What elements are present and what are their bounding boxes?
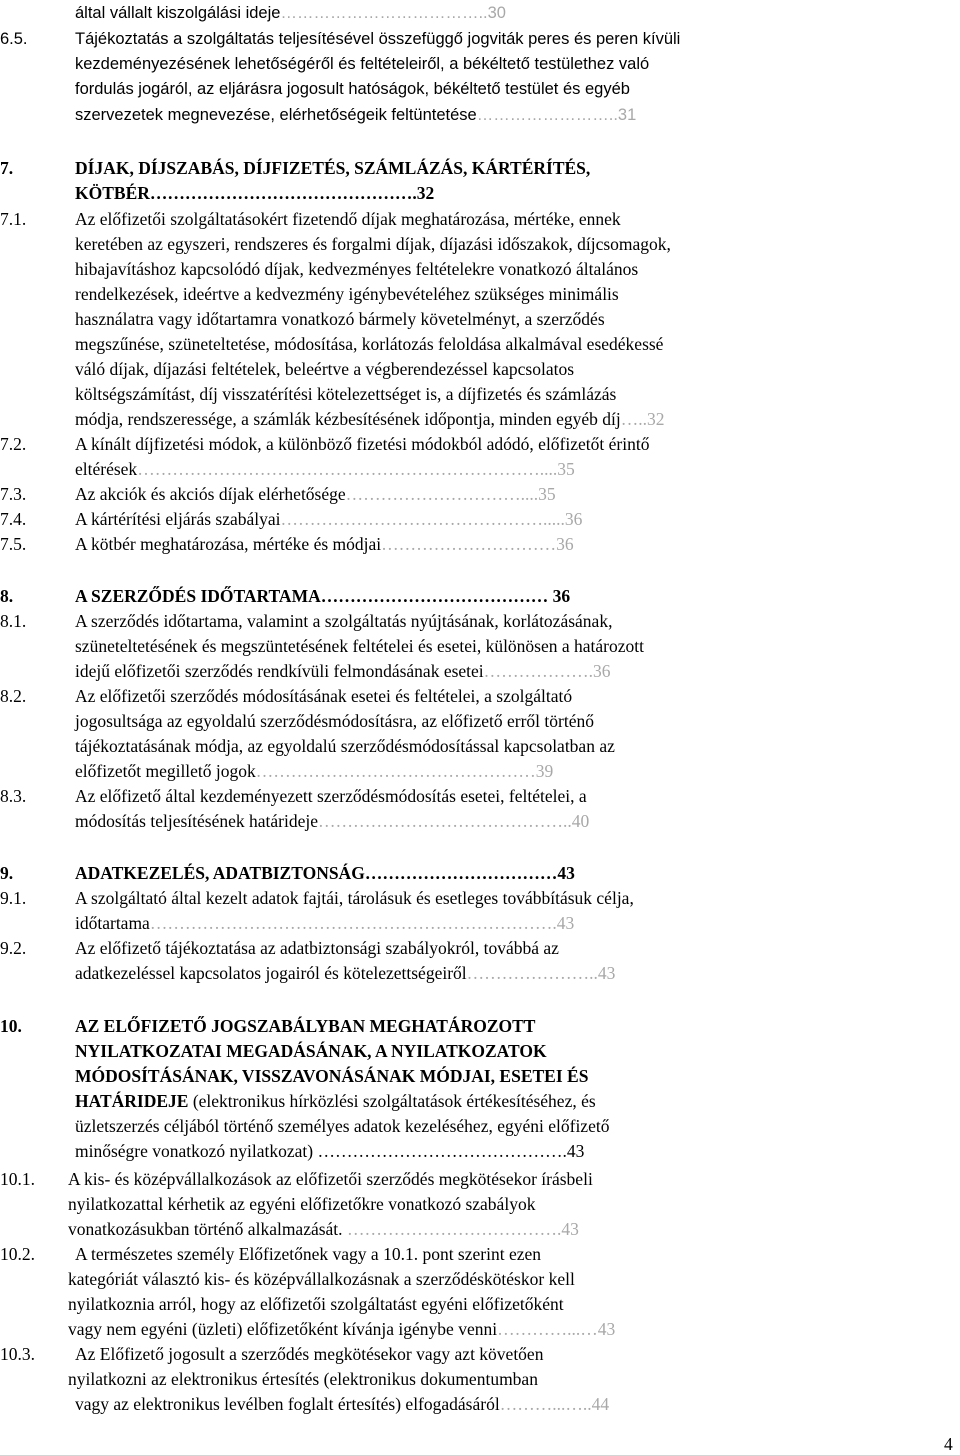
entry-title: vagy az elektronikus levélben foglalt értesítés) elfogadásáról xyxy=(75,1394,500,1414)
page-number: 4 xyxy=(944,1434,953,1454)
toc-entry-text xyxy=(75,1393,609,1415)
entry-title: AZ ELŐFIZETŐ JOGSZABÁLYBAN MEGHATÁROZOTT xyxy=(75,1016,536,1036)
entry-title: adatkezeléssel kapcsolatos jogairól és kötelezettségeiről xyxy=(75,963,467,983)
section-number: 6.5. xyxy=(0,30,28,48)
entry-title: A kínált díjfizetési módok, a különböző fizetési módokból adódó, előfizetőt érintő xyxy=(75,434,650,454)
toc-page-number: 36 xyxy=(564,509,583,529)
section-number: 7.1. xyxy=(0,209,27,229)
toc-entry-text xyxy=(75,333,663,355)
toc-page-number: 43 xyxy=(561,1219,579,1239)
leader-dots: …………………………………………………………….... xyxy=(137,459,558,479)
leader-dots: ………………………….... xyxy=(345,484,539,504)
entry-title: rendelkezések, ideértve a kedvezmény igénybevételéhez szükséges minimális xyxy=(75,284,619,304)
entry-title: NYILATKOZATAI MEGADÁSÁNAK, A NYILATKOZATOK xyxy=(75,1041,547,1061)
leader-dots: ………………………………. xyxy=(342,1219,562,1239)
toc-page-number: 44 xyxy=(591,1394,610,1414)
section-number: 8. xyxy=(0,586,14,606)
entry-title: A SZERZŐDÉS IDŐTARTAMA xyxy=(75,586,321,606)
entry-title: Az előfizetői szolgáltatásokért fizetendő díjak meghatározása, mértéke, ennek xyxy=(75,209,621,229)
leader-dots: ………………………………………..... xyxy=(280,509,565,529)
section-number: 10.2. xyxy=(0,1244,35,1264)
entry-title: vonatkozásukban történő alkalmazását. xyxy=(68,1219,343,1239)
entry-title: váló díjak, díjazási feltételek, beleértve a végberendezéssel kapcsolatos xyxy=(75,359,575,379)
entry-title: KÖTBÉR xyxy=(75,183,150,203)
toc-entry-text xyxy=(75,233,671,255)
toc-entry-text xyxy=(75,258,638,280)
toc-entry-text xyxy=(75,1015,535,1037)
entry-title: minőségre vonatkozó nyilatkozat) xyxy=(75,1141,314,1161)
entry-title: szervezetek megnevezése, elérhetőségeik feltüntetése xyxy=(75,106,477,124)
entry-title: Az előfizetői szerződés módosításának esetei és feltételei, a szolgáltató xyxy=(75,686,573,706)
entry-title: HATÁRIDEJE xyxy=(75,1091,189,1111)
toc-entry-text xyxy=(68,1218,579,1240)
entry-title: költségszámítást, díj visszatérítési kötelezettséget is, a díjfizetés és számlázás xyxy=(75,384,617,404)
toc-page-number: 36 xyxy=(556,534,574,554)
toc-entry-text xyxy=(68,1293,564,1315)
toc-entry-text xyxy=(75,208,621,230)
toc-entry-text xyxy=(75,104,636,126)
leader-dots: …………...… xyxy=(497,1319,598,1339)
entry-title: nyilatkoznia arról, hogy az előfizetői szolgáltatást egyéni előfizetőként xyxy=(68,1294,564,1314)
entry-title: tájékoztatásának módja, az egyoldalú szerződésmódosítással kapcsolatban az xyxy=(75,736,615,756)
toc-entry-text xyxy=(75,2,506,24)
section-number: 8.2. xyxy=(0,686,27,706)
toc-entry-text xyxy=(75,53,649,75)
toc-entry-text xyxy=(75,358,574,380)
toc-page-number: 35 xyxy=(538,484,556,504)
toc-entry-text xyxy=(75,1040,547,1062)
toc-page-number: 43 xyxy=(597,963,616,983)
toc-entry-text xyxy=(75,912,574,934)
entry-title: hibajavításhoz kapcsolódó díjak, kedvezményes feltételekre vonatkozó általános xyxy=(75,259,639,279)
section-number: 7.2. xyxy=(0,434,27,454)
toc-page-number: 30 xyxy=(487,4,506,22)
toc-entry-text xyxy=(75,660,611,682)
entry-title: ADATKEZELÉS, ADATBIZTONSÁG xyxy=(75,863,365,883)
entry-title: módosítás teljesítésének határideje xyxy=(75,811,318,831)
entry-title: DÍJAK, DÍJSZABÁS, DÍJFIZETÉS, SZÁMLÁZÁS, KÁRTÉRÍTÉS, xyxy=(75,158,591,178)
toc-entry-text xyxy=(75,937,559,959)
section-number: 10. xyxy=(0,1016,22,1036)
toc-entry-text xyxy=(75,1243,541,1265)
toc-entry-text xyxy=(75,710,594,732)
toc-entry-text xyxy=(75,760,553,782)
toc-entry-text xyxy=(75,1090,596,1112)
section-number: 8.1. xyxy=(0,611,27,631)
toc-entry-text xyxy=(75,308,605,330)
toc-entry-text xyxy=(75,887,634,909)
toc-entry-text xyxy=(68,1168,593,1190)
entry-title: vagy nem egyéni (üzleti) előfizetőként kívánja igénybe venni xyxy=(68,1319,498,1339)
section-number: 7. xyxy=(0,158,14,178)
leader-dots: ………………………… xyxy=(381,534,557,554)
toc-entry-text xyxy=(75,1343,543,1365)
toc-entry-text xyxy=(68,1193,535,1215)
toc-entry-text xyxy=(75,533,574,555)
section-number: 7.4. xyxy=(0,509,27,529)
toc-page-number: 35 xyxy=(557,459,575,479)
entry-title: A természetes személy Előfizetőnek vagy a 10.1. pont szerint ezen xyxy=(75,1244,542,1264)
entry-title: nyilatkozni az elektronikus értesítés (elektronikus dokumentumban xyxy=(68,1369,538,1389)
toc-entry-text xyxy=(75,785,587,807)
entry-title: használatra vagy időtartamra vonatkozó bármely követelményt, a szerződés xyxy=(75,309,605,329)
leader-dots: ………………….. xyxy=(466,963,598,983)
toc-page-number: 31 xyxy=(617,106,637,124)
toc-entry-text xyxy=(75,610,612,632)
leader-dots: …………………….. xyxy=(476,106,618,124)
entry-title: Az előfizető által kezdeményezett szerződésmódosítás esetei, feltételei, a xyxy=(75,786,587,806)
toc-entry-text xyxy=(75,283,619,305)
toc-page-number: 43 xyxy=(556,913,575,933)
toc-entry-text xyxy=(75,28,680,50)
toc-entry-text xyxy=(75,157,590,179)
entry-title: Az Előfizető jogosult a szerződés megkötésekor vagy azt követően xyxy=(75,1344,544,1364)
leader-dots: ………...….. xyxy=(499,1394,592,1414)
entry-title: A szolgáltató által kezelt adatok fajtái, tárolásuk és esetleges továbbításuk célja, xyxy=(75,888,634,908)
entry-title: üzletszerzés céljából történő személyes adatok kezeléséhez, egyéni előfizető xyxy=(75,1116,610,1136)
section-number: 10.3. xyxy=(0,1344,35,1364)
leader-dots: …………………………… xyxy=(364,863,558,883)
toc-page-number: 36 xyxy=(548,586,571,606)
toc-page-number: 40 xyxy=(571,811,590,831)
toc-entry-text xyxy=(75,810,589,832)
toc-entry-text xyxy=(75,862,575,884)
toc-entry-text xyxy=(68,1268,575,1290)
leader-dots: ……………………………………………………………. xyxy=(149,913,557,933)
toc-entry-text xyxy=(75,735,615,757)
toc-entry-text xyxy=(75,182,434,204)
section-number: 8.3. xyxy=(0,786,27,806)
leader-dots: ………………………………………. xyxy=(149,183,417,203)
entry-title: Az előfizető tájékoztatása az adatbiztonsági szabályokról, továbbá az xyxy=(75,938,559,958)
section-number: 9. xyxy=(0,863,14,883)
toc-entry-text xyxy=(75,508,582,530)
toc-entry-text xyxy=(75,458,575,480)
entry-title: jogosultsága az egyoldalú szerződésmódosításra, az előfizető erről történő xyxy=(75,711,594,731)
entry-title: által vállalt kiszolgálási ideje xyxy=(75,4,281,22)
leader-dots: ………………………………… xyxy=(320,586,549,606)
leader-dots: ……………………………………. xyxy=(313,1141,567,1161)
entry-title: kategóriát választó kis- és középvállalkozásnak a szerződéskötéskor kell xyxy=(68,1269,575,1289)
toc-page-number: 43 xyxy=(557,863,575,883)
toc-entry-text xyxy=(75,433,649,455)
toc-entry-text xyxy=(75,962,615,984)
toc-page-number: 32 xyxy=(416,183,435,203)
entry-title: MÓDOSÍTÁSÁNAK, VISSZAVONÁSÁNAK MÓDJAI, ESETEI ÉS xyxy=(75,1066,589,1086)
entry-title: kezdeményezésének lehetőségéről és feltételeiről, a békéltető testülethez való xyxy=(75,55,650,73)
entry-title: előfizetőt megillető jogok xyxy=(75,761,256,781)
entry-title: nyilatkozattal kérhetik az egyéni előfizetőkre vonatkozó szabályok xyxy=(68,1194,536,1214)
toc-entry-text xyxy=(75,1065,588,1087)
section-number: 7.5. xyxy=(0,534,27,554)
entry-title: A kis- és középvállalkozások az előfizetői szerződés megkötésekor írásbeli xyxy=(68,1169,593,1189)
entry-title: idejű előfizetői szerződés rendkívüli felmondásának esetei xyxy=(75,661,484,681)
leader-dots: ….. xyxy=(620,409,647,429)
entry-title: Tájékoztatás a szolgáltatás teljesítésével összefüggő jogviták peres és peren kívüli xyxy=(75,30,681,48)
section-number: 9.2. xyxy=(0,938,27,958)
toc-entry-text xyxy=(75,408,664,430)
toc-entry-text xyxy=(68,1318,615,1340)
toc-entry-text xyxy=(75,1140,584,1162)
section-number: 9.1. xyxy=(0,888,27,908)
entry-title: módja, rendszeressége, a számlák kézbesítésének időpontja, minden egyéb díj xyxy=(75,409,621,429)
toc-entry-text xyxy=(75,1115,609,1137)
toc-entry-text xyxy=(75,383,616,405)
leader-dots: ………………………………………… xyxy=(255,761,536,781)
toc-page-number: 39 xyxy=(535,761,554,781)
toc-entry-text xyxy=(75,78,630,100)
toc-entry-text xyxy=(75,585,570,607)
leader-dots: ………………. xyxy=(483,661,594,681)
entry-title: időtartama xyxy=(75,913,150,933)
toc-page-number: 36 xyxy=(593,661,611,681)
toc-page-number: 43 xyxy=(597,1319,616,1339)
entry-title: Az akciók és akciós díjak elérhetősége xyxy=(75,484,346,504)
leader-dots: …………………………………….. xyxy=(317,811,572,831)
entry-title: megszűnése, szüneteltetése, módosítása, korlátozás feloldása alkalmával esedékessé xyxy=(75,334,664,354)
entry-title: A kötbér meghatározása, mértéke és módjai xyxy=(75,534,382,554)
toc-entry-text xyxy=(75,685,572,707)
entry-title-continued: (elektronikus hírközlési szolgáltatások értékesítéséhez, és xyxy=(188,1091,596,1111)
toc-page-number: 32 xyxy=(646,409,665,429)
toc-page-number: 43 xyxy=(566,1141,585,1161)
entry-title: keretében az egyszeri, rendszeres és forgalmi díjak, díjazási időszakok, díjcsomagok, xyxy=(75,234,671,254)
entry-title: A szerződés időtartama, valamint a szolgáltatás nyújtásának, korlátozásának, xyxy=(75,611,613,631)
entry-title: szüneteltetésének és megszüntetésének feltételei és esetei, különösen a határozott xyxy=(75,636,644,656)
entry-title: A kártérítési eljárás szabályai xyxy=(75,509,281,529)
toc-entry-text xyxy=(75,635,644,657)
section-number: 7.3. xyxy=(0,484,27,504)
toc-entry-text xyxy=(68,1368,538,1390)
entry-title: fordulás jogáról, az eljárásra jogosult hatóságok, békéltető testület és egyéb xyxy=(75,80,630,98)
section-number: 10.1. xyxy=(0,1169,35,1189)
leader-dots: ……………………………….. xyxy=(280,4,488,22)
toc-entry-text xyxy=(75,483,556,505)
entry-title: eltérések xyxy=(75,459,138,479)
